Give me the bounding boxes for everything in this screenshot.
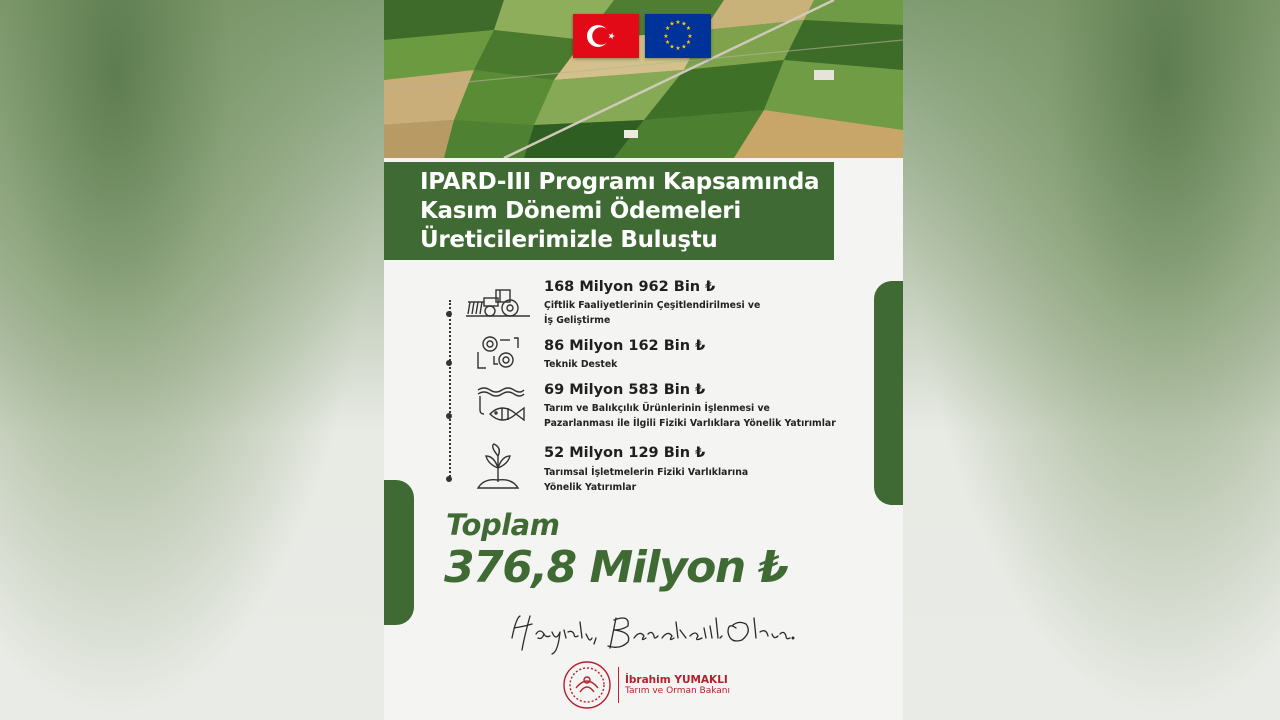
item-amount: 86 Milyon 162 Bin ₺: [544, 338, 706, 354]
item-amount: 52 Milyon 129 Bin ₺: [544, 445, 706, 461]
svg-text:★: ★: [685, 39, 692, 46]
item-desc: Teknik Destek: [544, 359, 618, 370]
handwritten-signature: [506, 608, 796, 662]
svg-text:★: ★: [663, 33, 669, 40]
svg-text:★: ★: [675, 45, 681, 52]
footer-divider: [618, 667, 619, 703]
fish-icon: [464, 386, 532, 434]
ministry-seal-icon: [562, 660, 612, 710]
title-line-2: Kasım Dönemi Ödemeleri: [420, 198, 741, 224]
title-box: [384, 162, 834, 260]
title-line-1: IPARD-III Programı Kapsamında: [420, 169, 820, 195]
poster: [384, 0, 903, 720]
sprout-icon: [464, 442, 532, 490]
footer: [562, 660, 730, 710]
farmland-photo: [384, 0, 903, 158]
flags: [573, 14, 711, 58]
total-label: Toplam: [446, 508, 560, 542]
item-desc: Tarımsal İşletmelerin Fiziki Varlıklarına: [544, 467, 749, 478]
item-desc: İş Geliştirme: [544, 315, 611, 326]
background-right: [896, 0, 1280, 720]
background-left: [0, 0, 384, 720]
svg-text:★: ★: [681, 20, 687, 28]
item-amount: 168 Milyon 962 Bin ₺: [544, 279, 716, 295]
tractor-icon: [464, 282, 532, 330]
svg-text:★: ★: [681, 43, 687, 51]
item-desc: Tarım ve Balıkçılık Ürünlerinin İşlenmesi ve: [544, 403, 770, 414]
item-desc: Yönelik Yatırımlar: [544, 482, 637, 493]
minister-block: [625, 674, 730, 696]
svg-text:★: ★: [669, 20, 675, 28]
item-desc: Pazarlanması ile İlgili Fiziki Varlıklara Yönelik Yatırımlar: [544, 418, 836, 429]
svg-text:★: ★: [685, 25, 692, 32]
gears-icon: [464, 332, 532, 380]
decorative-tab-left: [384, 480, 414, 625]
timeline-dot: [446, 413, 452, 419]
total-value: 376,8 Milyon ₺: [444, 542, 788, 593]
svg-text:★: ★: [675, 19, 681, 26]
item-desc: Çiftlik Faaliyetlerinin Çeşitlendirilmesi ve: [544, 300, 761, 311]
minister-name: İbrahim YUMAKLI: [625, 674, 728, 686]
title-line-3: Üreticilerimizle Buluştu: [420, 227, 718, 253]
minister-title: Tarım ve Orman Bakanı: [625, 686, 731, 696]
item-amount: 69 Milyon 583 Bin ₺: [544, 382, 706, 398]
eu-flag-icon: [645, 14, 711, 58]
turkey-flag-icon: [573, 14, 639, 58]
svg-text:★: ★: [664, 25, 671, 32]
timeline-dot: [446, 360, 452, 366]
timeline-line: [449, 300, 451, 480]
timeline-dot: [446, 311, 452, 317]
svg-text:★: ★: [687, 33, 693, 40]
svg-text:★: ★: [669, 43, 675, 51]
svg-text:★: ★: [664, 39, 671, 46]
decorative-tab-right: [874, 281, 903, 505]
timeline-dot: [446, 476, 452, 482]
